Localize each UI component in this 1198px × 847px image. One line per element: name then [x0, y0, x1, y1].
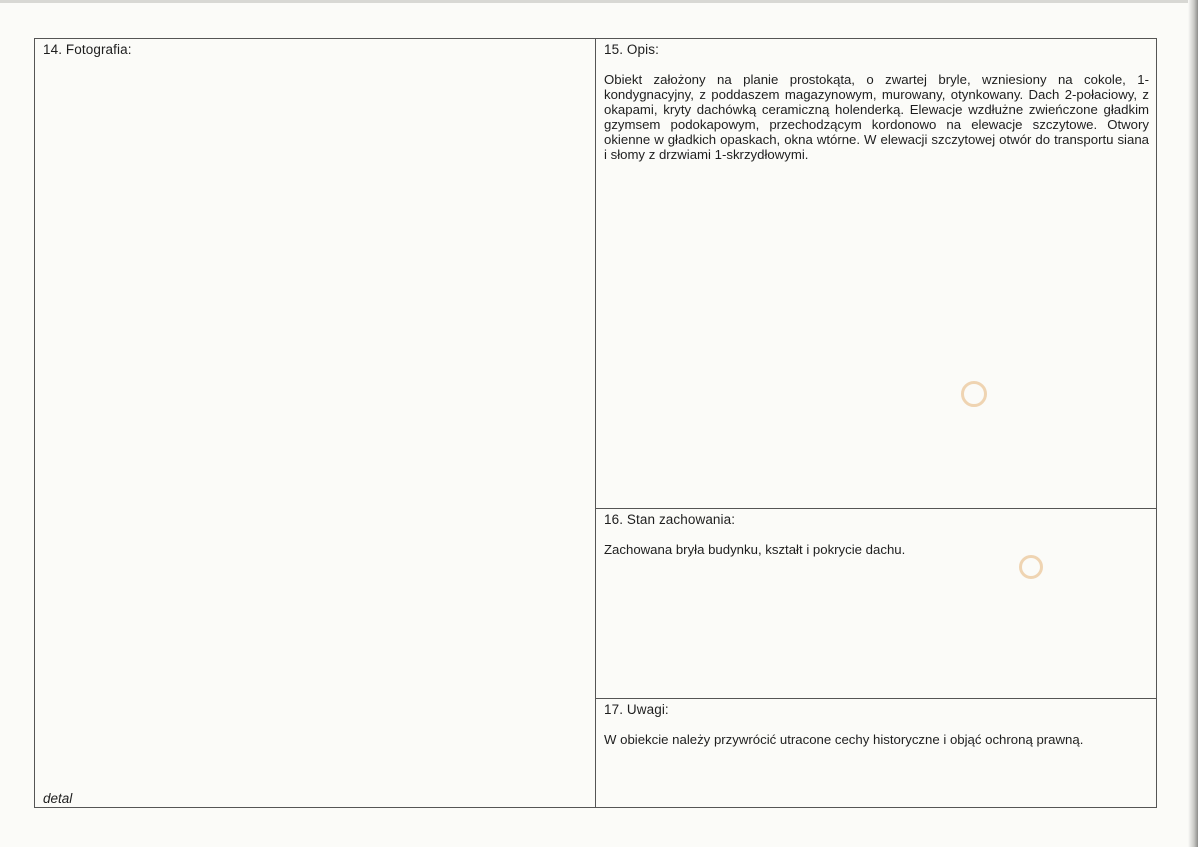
remarks-label: 17. Uwagi: — [604, 702, 669, 717]
paper-stain-mark — [1019, 555, 1043, 579]
photo-label: 14. Fotografia: — [43, 42, 132, 57]
page-top-edge — [0, 0, 1198, 3]
description-text: Obiekt założony na planie prostokąta, o zwartej bryle, wzniesiony na cokole, 1-kondygnacyjny, z poddaszem magazynowym, murowany, otynkowany. Dach 2-połaciowy, z okapami, kryty dachówką ceramiczną holenderką. Elewacje wzdłużne zwieńczone gładkim gzymsem podokapowym, przechodzącym kordonowo na elewacje szczytowe. Otwory okienne w gładkich opaskach, okna wtórne. W elewacji szczytowej otwór do transportu siana i słomy z drzwiami 1-skrzydłowymi. — [604, 72, 1149, 162]
condition-label: 16. Stan zachowania: — [604, 512, 736, 527]
remarks-cell — [596, 699, 1156, 807]
description-label: 15. Opis: — [604, 42, 659, 57]
paper-stain-mark — [961, 381, 987, 407]
photo-cell — [35, 39, 596, 807]
condition-text: Zachowana bryła budynku, kształt i pokrycie dachu. — [604, 542, 906, 557]
photo-caption: detal — [43, 791, 73, 806]
record-form-table — [34, 38, 1157, 808]
description-cell — [596, 39, 1156, 509]
page-right-edge — [1188, 0, 1198, 847]
remarks-text: W obiekcie należy przywrócić utracone cechy historyczne i objąć ochroną prawną. — [604, 732, 1084, 747]
condition-cell — [596, 509, 1156, 699]
